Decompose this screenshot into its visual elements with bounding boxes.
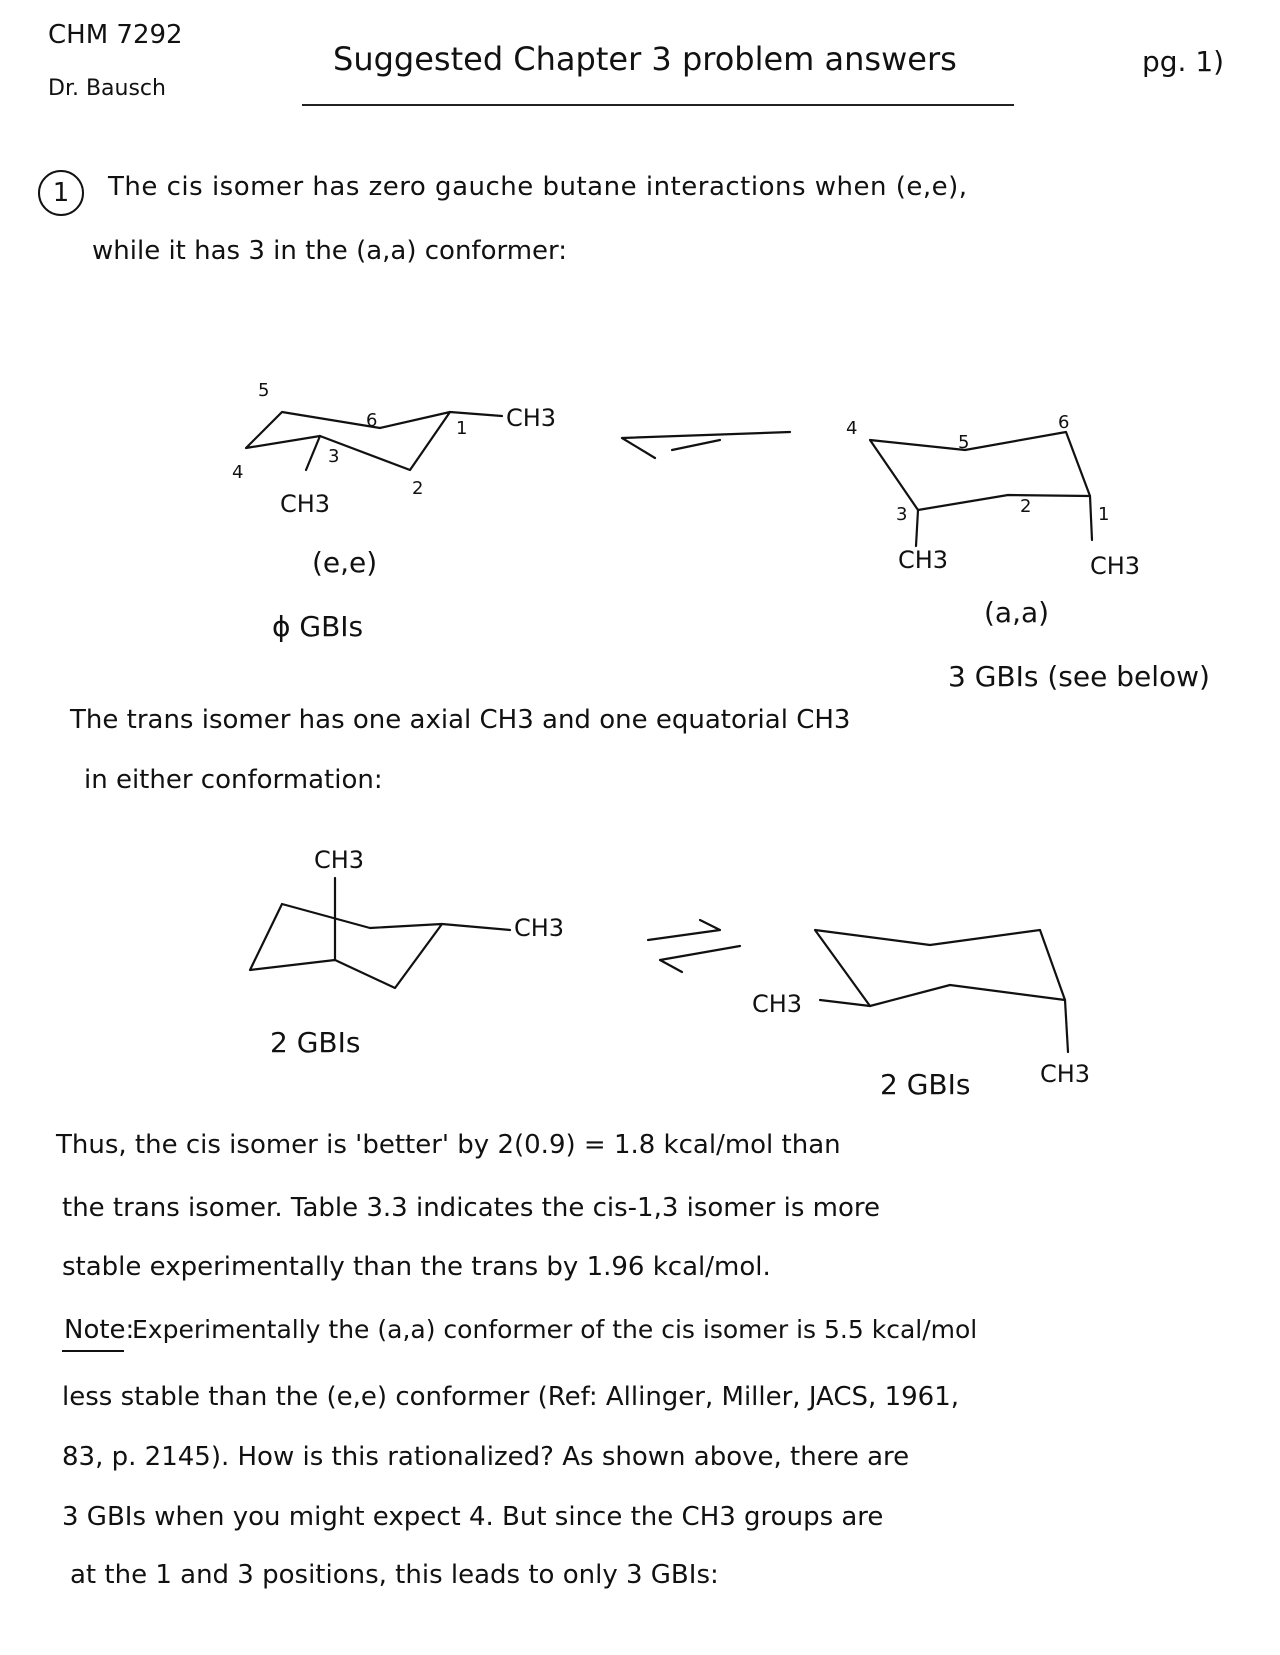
trans-right-ch3-left-bond bbox=[820, 1000, 870, 1006]
trans-intro-line1: The trans isomer has one axial CH3 and one equatorial CH3 bbox=[70, 705, 851, 735]
cis-aa-ring-num-3: 3 bbox=[896, 504, 908, 525]
equilibrium-arrow-top-2 bbox=[672, 440, 720, 450]
conclusion-line1: Thus, the cis isomer is 'better' by 2(0.9) = 1.8 kcal/mol than bbox=[56, 1130, 841, 1160]
equilibrium-arrow-top bbox=[622, 432, 790, 458]
trans-left-chair bbox=[250, 904, 442, 988]
cis-ee-ring-num-1: 1 bbox=[456, 418, 468, 439]
page-number: pg. 1) bbox=[1142, 45, 1225, 78]
cis-ee-ch3-right-bond bbox=[450, 412, 502, 416]
trans-left-ch3-axial: CH3 bbox=[314, 846, 365, 874]
cis-aa-ch3-right: CH3 bbox=[1090, 552, 1141, 580]
trans-left-ch3-eq-bond bbox=[442, 924, 510, 930]
cis-ee-ring-num-2: 2 bbox=[412, 478, 424, 499]
cis-aa-gbi: 3 GBIs (see below) bbox=[948, 660, 1210, 693]
cis-aa-ring-num-4: 4 bbox=[846, 418, 858, 439]
note-label-underline bbox=[62, 1350, 124, 1352]
cis-ee-ch3-bottom-bond bbox=[306, 436, 320, 470]
cis-aa-ring-num-5: 5 bbox=[958, 432, 970, 453]
equilibrium-arrow-bottom bbox=[648, 920, 720, 940]
problem1-line2: while it has 3 in the (a,a) conformer: bbox=[92, 236, 568, 266]
course-code: CHM 7292 bbox=[48, 20, 183, 50]
cis-aa-ring-num-1: 1 bbox=[1098, 504, 1110, 525]
trans-right-ch3-bottom: CH3 bbox=[1040, 1060, 1091, 1088]
trans-right-chair bbox=[815, 930, 1065, 1006]
note-label: Note: bbox=[64, 1315, 135, 1345]
problem-number-circle: 1 bbox=[38, 170, 84, 216]
cis-aa-chair bbox=[870, 432, 1090, 510]
cis-ee-gbi: ϕ GBIs bbox=[272, 610, 364, 643]
cis-aa-ch3-right-bond bbox=[1090, 496, 1092, 540]
cis-aa-ch3-left-bond bbox=[916, 510, 918, 546]
equilibrium-arrow-bottom-2 bbox=[660, 946, 740, 972]
instructor-name: Dr. Bausch bbox=[48, 76, 166, 101]
note-line4: 3 GBIs when you might expect 4. But since the CH3 groups are bbox=[62, 1502, 884, 1532]
conclusion-line2: the trans isomer. Table 3.3 indicates the cis-1,3 isomer is more bbox=[62, 1193, 880, 1223]
note-line2: less stable than the (e,e) conformer (Ref: Allinger, Miller, JACS, 1961, bbox=[62, 1382, 959, 1412]
trans-right-ch3-left: CH3 bbox=[752, 990, 803, 1018]
trans-left-ch3-equatorial: CH3 bbox=[514, 914, 565, 942]
cis-ee-ch3-bottom: CH3 bbox=[280, 490, 331, 518]
cis-ee-ring-num-6: 6 bbox=[366, 410, 378, 431]
trans-right-gbi: 2 GBIs bbox=[880, 1068, 971, 1101]
cis-aa-ch3-left: CH3 bbox=[898, 546, 949, 574]
note-line1: Experimentally the (a,a) conformer of the cis isomer is 5.5 kcal/mol bbox=[132, 1315, 978, 1344]
page-title: Suggested Chapter 3 problem answers bbox=[333, 40, 957, 78]
conclusion-line3: stable experimentally than the trans by 1.96 kcal/mol. bbox=[62, 1252, 771, 1282]
note-line3: 83, p. 2145). How is this rationalized? As shown above, there are bbox=[62, 1442, 910, 1472]
note-line5: at the 1 and 3 positions, this leads to only 3 GBIs: bbox=[70, 1560, 719, 1590]
cis-aa-label: (a,a) bbox=[984, 596, 1050, 629]
cis-ee-chair bbox=[246, 412, 450, 470]
cis-aa-ring-num-6: 6 bbox=[1058, 412, 1070, 433]
trans-left-gbi: 2 GBIs bbox=[270, 1026, 361, 1059]
cis-ee-ch3-right: CH3 bbox=[506, 404, 557, 432]
cis-ee-ring-num-4: 4 bbox=[232, 462, 244, 483]
trans-intro-line2: in either conformation: bbox=[84, 765, 383, 795]
problem1-line1: The cis isomer has zero gauche butane interactions when (e,e), bbox=[108, 172, 968, 202]
cis-aa-ring-num-2: 2 bbox=[1020, 496, 1032, 517]
cis-ee-ring-num-5: 5 bbox=[258, 380, 270, 401]
trans-right-ch3-bottom-bond bbox=[1065, 1000, 1068, 1052]
cis-ee-ring-num-3: 3 bbox=[328, 446, 340, 467]
cis-ee-label: (e,e) bbox=[312, 546, 378, 579]
